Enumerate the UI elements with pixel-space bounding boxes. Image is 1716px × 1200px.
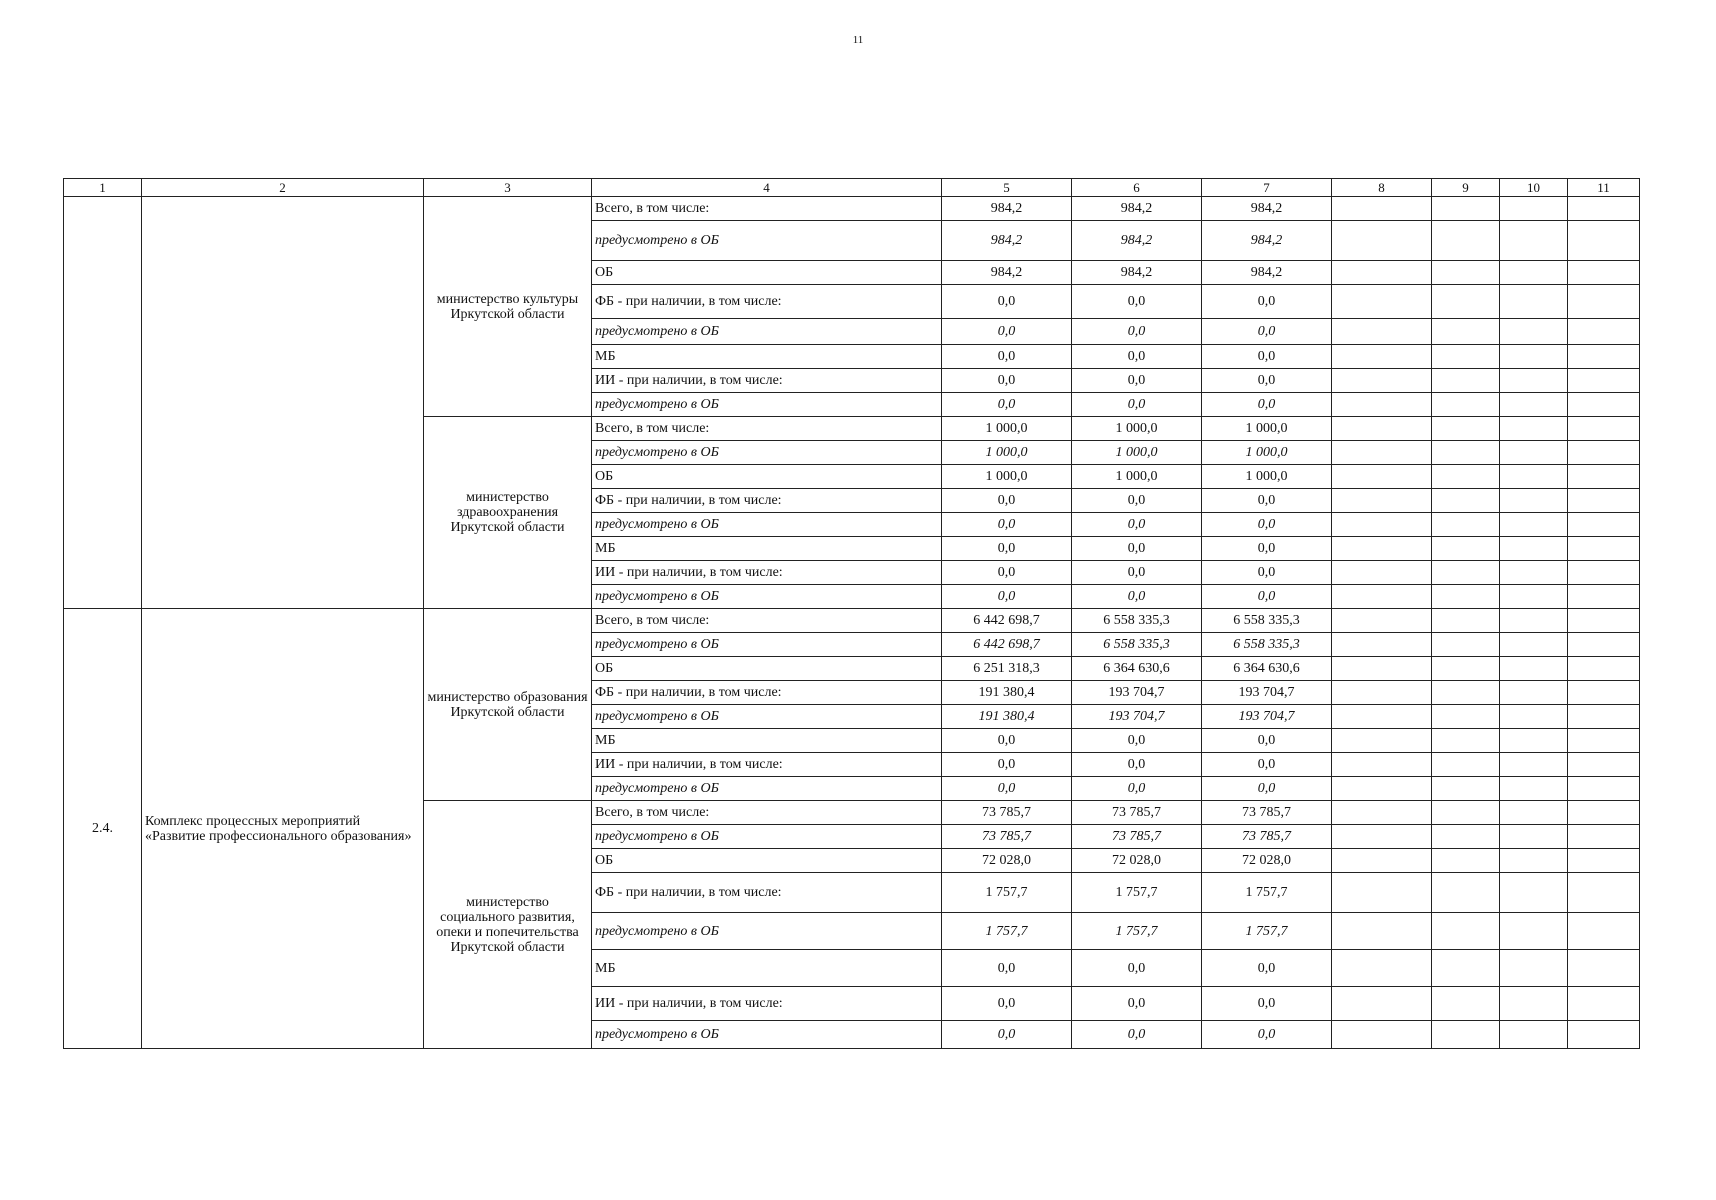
row-label: ОБ <box>592 261 942 285</box>
empty-cell <box>1500 987 1568 1021</box>
empty-cell <box>1432 221 1500 261</box>
value-cell: 1 757,7 <box>1072 873 1202 913</box>
empty-cell <box>1332 873 1432 913</box>
value-cell: 1 757,7 <box>942 873 1072 913</box>
empty-cell <box>1332 753 1432 777</box>
col-header-1: 1 <box>64 179 142 197</box>
empty-cell <box>1332 441 1432 465</box>
empty-cell <box>1432 441 1500 465</box>
empty-cell <box>1332 729 1432 753</box>
value-cell: 984,2 <box>1202 197 1332 221</box>
row-label: ОБ <box>592 465 942 489</box>
empty-cell <box>1568 417 1640 441</box>
value-cell: 984,2 <box>1072 197 1202 221</box>
row-label: Всего, в том числе: <box>592 609 942 633</box>
value-cell: 984,2 <box>942 197 1072 221</box>
value-cell: 193 704,7 <box>1072 681 1202 705</box>
empty-cell <box>1568 345 1640 369</box>
empty-cell <box>1432 657 1500 681</box>
value-cell: 984,2 <box>1202 221 1332 261</box>
empty-cell <box>1500 849 1568 873</box>
executor-name: министерство культуры Иркутской области <box>424 197 592 417</box>
empty-cell <box>1432 197 1500 221</box>
value-cell: 0,0 <box>1072 950 1202 987</box>
empty-cell <box>1500 197 1568 221</box>
row-label: Всего, в том числе: <box>592 197 942 221</box>
value-cell: 984,2 <box>1072 221 1202 261</box>
empty-cell <box>1500 585 1568 609</box>
empty-cell <box>1432 825 1500 849</box>
empty-cell <box>1332 561 1432 585</box>
empty-cell <box>1568 729 1640 753</box>
empty-cell <box>1432 987 1500 1021</box>
value-cell: 1 000,0 <box>942 441 1072 465</box>
value-cell: 0,0 <box>1202 950 1332 987</box>
empty-cell <box>1432 681 1500 705</box>
empty-cell <box>1332 1021 1432 1049</box>
row-label: предусмотрено в ОБ <box>592 221 942 261</box>
col-header-7: 7 <box>1202 179 1332 197</box>
empty-cell <box>1500 950 1568 987</box>
col-header-3: 3 <box>424 179 592 197</box>
value-cell: 0,0 <box>942 585 1072 609</box>
value-cell: 6 558 335,3 <box>1072 633 1202 657</box>
value-cell: 0,0 <box>1072 561 1202 585</box>
empty-cell <box>1332 913 1432 950</box>
empty-cell <box>1332 221 1432 261</box>
empty-cell <box>1568 913 1640 950</box>
value-cell: 191 380,4 <box>942 705 1072 729</box>
empty-cell <box>1332 465 1432 489</box>
empty-cell <box>1332 489 1432 513</box>
empty-cell <box>1500 513 1568 537</box>
value-cell: 0,0 <box>1072 393 1202 417</box>
value-cell: 73 785,7 <box>1202 825 1332 849</box>
value-cell: 0,0 <box>1202 585 1332 609</box>
empty-cell <box>1568 197 1640 221</box>
value-cell: 1 000,0 <box>942 417 1072 441</box>
col-header-5: 5 <box>942 179 1072 197</box>
table-row <box>64 609 1640 633</box>
value-cell: 0,0 <box>1202 537 1332 561</box>
empty-cell <box>1500 369 1568 393</box>
empty-cell <box>1568 849 1640 873</box>
value-cell: 193 704,7 <box>1072 705 1202 729</box>
empty-cell <box>1432 1021 1500 1049</box>
empty-cell <box>1568 585 1640 609</box>
empty-cell <box>1500 465 1568 489</box>
col-header-11: 11 <box>1568 179 1640 197</box>
empty-cell <box>1432 873 1500 913</box>
empty-cell <box>1568 873 1640 913</box>
empty-cell <box>1500 913 1568 950</box>
row-label: предусмотрено в ОБ <box>592 441 942 465</box>
empty-cell <box>1332 849 1432 873</box>
col-header-8: 8 <box>1332 179 1432 197</box>
empty-cell <box>1432 729 1500 753</box>
empty-cell <box>1332 801 1432 825</box>
value-cell: 0,0 <box>942 729 1072 753</box>
table-row <box>64 197 1640 221</box>
empty-cell <box>1568 705 1640 729</box>
empty-cell <box>1332 657 1432 681</box>
empty-cell <box>1500 345 1568 369</box>
value-cell: 1 757,7 <box>1202 913 1332 950</box>
empty-cell <box>1332 261 1432 285</box>
empty-cell <box>1432 585 1500 609</box>
value-cell: 6 251 318,3 <box>942 657 1072 681</box>
empty-cell <box>1332 585 1432 609</box>
value-cell: 1 757,7 <box>942 913 1072 950</box>
row-label: ИИ - при наличии, в том числе: <box>592 369 942 393</box>
empty-cell <box>1332 393 1432 417</box>
empty-cell <box>1568 950 1640 987</box>
empty-cell <box>1432 561 1500 585</box>
empty-cell <box>1568 633 1640 657</box>
empty-cell <box>1332 345 1432 369</box>
row-label: предусмотрено в ОБ <box>592 513 942 537</box>
value-cell: 1 000,0 <box>1072 417 1202 441</box>
value-cell: 1 000,0 <box>942 465 1072 489</box>
row-label: ФБ - при наличии, в том числе: <box>592 873 942 913</box>
empty-cell <box>1500 873 1568 913</box>
empty-cell <box>1568 221 1640 261</box>
empty-cell <box>1500 393 1568 417</box>
value-cell: 6 558 335,3 <box>1202 633 1332 657</box>
value-cell: 0,0 <box>1072 777 1202 801</box>
empty-cell <box>1332 609 1432 633</box>
empty-cell <box>1500 537 1568 561</box>
col-header-4: 4 <box>592 179 942 197</box>
row-label: МБ <box>592 950 942 987</box>
empty-cell <box>1332 987 1432 1021</box>
empty-cell <box>1432 913 1500 950</box>
value-cell: 1 000,0 <box>1072 465 1202 489</box>
value-cell: 0,0 <box>942 777 1072 801</box>
empty-cell <box>1568 465 1640 489</box>
empty-cell <box>1500 729 1568 753</box>
header-row <box>64 179 1640 197</box>
empty-cell <box>1568 489 1640 513</box>
value-cell: 0,0 <box>942 950 1072 987</box>
value-cell: 73 785,7 <box>1072 801 1202 825</box>
row-label: предусмотрено в ОБ <box>592 825 942 849</box>
empty-cell <box>1432 393 1500 417</box>
value-cell: 73 785,7 <box>942 801 1072 825</box>
empty-cell <box>1332 417 1432 441</box>
value-cell: 1 757,7 <box>1202 873 1332 913</box>
col-header-6: 6 <box>1072 179 1202 197</box>
row-label: МБ <box>592 345 942 369</box>
empty-cell <box>1332 705 1432 729</box>
empty-cell <box>1432 633 1500 657</box>
value-cell: 0,0 <box>1202 285 1332 319</box>
value-cell: 0,0 <box>942 1021 1072 1049</box>
value-cell: 193 704,7 <box>1202 681 1332 705</box>
value-cell: 0,0 <box>1072 345 1202 369</box>
value-cell: 1 757,7 <box>1072 913 1202 950</box>
row-label: ИИ - при наличии, в том числе: <box>592 987 942 1021</box>
value-cell: 984,2 <box>942 221 1072 261</box>
empty-cell <box>1568 441 1640 465</box>
empty-cell <box>1500 633 1568 657</box>
empty-cell <box>1568 561 1640 585</box>
empty-cell <box>1432 705 1500 729</box>
value-cell: 0,0 <box>942 561 1072 585</box>
value-cell: 0,0 <box>942 753 1072 777</box>
row-label: ИИ - при наличии, в том числе: <box>592 561 942 585</box>
value-cell: 1 000,0 <box>1202 465 1332 489</box>
value-cell: 0,0 <box>1202 369 1332 393</box>
empty-cell <box>1500 285 1568 319</box>
row-label: предусмотрено в ОБ <box>592 705 942 729</box>
executor-name: министерство социального развития, опеки и попечительства Иркутской области <box>424 801 592 1049</box>
value-cell: 0,0 <box>1202 753 1332 777</box>
item-name-cell-empty <box>142 197 424 609</box>
value-cell: 0,0 <box>942 489 1072 513</box>
value-cell: 0,0 <box>1072 489 1202 513</box>
empty-cell <box>1332 633 1432 657</box>
empty-cell <box>1500 801 1568 825</box>
empty-cell <box>1500 825 1568 849</box>
value-cell: 0,0 <box>1072 987 1202 1021</box>
value-cell: 0,0 <box>1202 729 1332 753</box>
value-cell: 72 028,0 <box>1072 849 1202 873</box>
empty-cell <box>1568 801 1640 825</box>
empty-cell <box>1432 489 1500 513</box>
empty-cell <box>1568 513 1640 537</box>
value-cell: 0,0 <box>942 319 1072 345</box>
row-label: Всего, в том числе: <box>592 801 942 825</box>
empty-cell <box>1332 285 1432 319</box>
empty-cell <box>1500 319 1568 345</box>
executor-name: министерство здравоохранения Иркутской области <box>424 417 592 609</box>
empty-cell <box>1568 825 1640 849</box>
row-label: ОБ <box>592 657 942 681</box>
empty-cell <box>1432 465 1500 489</box>
value-cell: 0,0 <box>1072 753 1202 777</box>
row-label: предусмотрено в ОБ <box>592 585 942 609</box>
value-cell: 6 442 698,7 <box>942 609 1072 633</box>
value-cell: 0,0 <box>1202 489 1332 513</box>
empty-cell <box>1332 369 1432 393</box>
item-number: 2.4. <box>64 609 142 1049</box>
row-label: ФБ - при наличии, в том числе: <box>592 285 942 319</box>
value-cell: 0,0 <box>1202 513 1332 537</box>
empty-cell <box>1432 537 1500 561</box>
value-cell: 6 364 630,6 <box>1072 657 1202 681</box>
empty-cell <box>1432 609 1500 633</box>
empty-cell <box>1432 849 1500 873</box>
empty-cell <box>1432 369 1500 393</box>
empty-cell <box>1568 319 1640 345</box>
row-label: ФБ - при наличии, в том числе: <box>592 681 942 705</box>
col-header-9: 9 <box>1432 179 1500 197</box>
value-cell: 0,0 <box>942 393 1072 417</box>
value-cell: 0,0 <box>1202 345 1332 369</box>
row-label: Всего, в том числе: <box>592 417 942 441</box>
value-cell: 6 558 335,3 <box>1072 609 1202 633</box>
empty-cell <box>1500 221 1568 261</box>
empty-cell <box>1500 705 1568 729</box>
value-cell: 0,0 <box>1202 393 1332 417</box>
value-cell: 0,0 <box>942 285 1072 319</box>
value-cell: 0,0 <box>1072 729 1202 753</box>
value-cell: 0,0 <box>1072 585 1202 609</box>
value-cell: 73 785,7 <box>1202 801 1332 825</box>
empty-cell <box>1432 777 1500 801</box>
empty-cell <box>1432 417 1500 441</box>
empty-cell <box>1432 950 1500 987</box>
empty-cell <box>1568 537 1640 561</box>
empty-cell <box>1332 537 1432 561</box>
row-label: предусмотрено в ОБ <box>592 913 942 950</box>
row-label: предусмотрено в ОБ <box>592 633 942 657</box>
item-name: Комплекс процессных мероприятий «Развитие профессионального образования» <box>142 609 424 1049</box>
value-cell: 984,2 <box>1072 261 1202 285</box>
table-body <box>64 197 1640 1049</box>
value-cell: 984,2 <box>942 261 1072 285</box>
value-cell: 191 380,4 <box>942 681 1072 705</box>
value-cell: 0,0 <box>942 513 1072 537</box>
value-cell: 0,0 <box>1202 777 1332 801</box>
empty-cell <box>1500 681 1568 705</box>
empty-cell <box>1432 513 1500 537</box>
value-cell: 0,0 <box>1072 513 1202 537</box>
empty-cell <box>1568 777 1640 801</box>
empty-cell <box>1568 393 1640 417</box>
value-cell: 984,2 <box>1202 261 1332 285</box>
empty-cell <box>1568 369 1640 393</box>
empty-cell <box>1332 777 1432 801</box>
empty-cell <box>1432 801 1500 825</box>
page-number: 11 <box>852 34 864 46</box>
empty-cell <box>1332 197 1432 221</box>
row-label: предусмотрено в ОБ <box>592 319 942 345</box>
value-cell: 0,0 <box>1072 369 1202 393</box>
empty-cell <box>1568 285 1640 319</box>
empty-cell <box>1568 609 1640 633</box>
value-cell: 0,0 <box>942 369 1072 393</box>
col-header-10: 10 <box>1500 179 1568 197</box>
value-cell: 0,0 <box>1072 537 1202 561</box>
row-label: МБ <box>592 729 942 753</box>
executor-name: министерство образования Иркутской области <box>424 609 592 801</box>
empty-cell <box>1332 950 1432 987</box>
empty-cell <box>1500 657 1568 681</box>
value-cell: 1 000,0 <box>1072 441 1202 465</box>
empty-cell <box>1500 753 1568 777</box>
empty-cell <box>1500 261 1568 285</box>
empty-cell <box>1432 753 1500 777</box>
empty-cell <box>1500 441 1568 465</box>
value-cell: 0,0 <box>1202 319 1332 345</box>
value-cell: 0,0 <box>1072 285 1202 319</box>
empty-cell <box>1432 261 1500 285</box>
row-label: МБ <box>592 537 942 561</box>
row-label: предусмотрено в ОБ <box>592 393 942 417</box>
row-label: ОБ <box>592 849 942 873</box>
value-cell: 0,0 <box>1072 1021 1202 1049</box>
empty-cell <box>1568 1021 1640 1049</box>
empty-cell <box>1500 609 1568 633</box>
empty-cell <box>1432 345 1500 369</box>
value-cell: 73 785,7 <box>1072 825 1202 849</box>
empty-cell <box>1568 657 1640 681</box>
col-header-2: 2 <box>142 179 424 197</box>
value-cell: 0,0 <box>942 987 1072 1021</box>
empty-cell <box>1332 681 1432 705</box>
value-cell: 0,0 <box>942 537 1072 561</box>
value-cell: 0,0 <box>1072 319 1202 345</box>
item-number-cell-empty <box>64 197 142 609</box>
budget-table <box>63 178 1640 1049</box>
value-cell: 73 785,7 <box>942 825 1072 849</box>
empty-cell <box>1500 417 1568 441</box>
empty-cell <box>1500 561 1568 585</box>
value-cell: 1 000,0 <box>1202 441 1332 465</box>
empty-cell <box>1332 825 1432 849</box>
row-label: предусмотрено в ОБ <box>592 777 942 801</box>
value-cell: 6 364 630,6 <box>1202 657 1332 681</box>
value-cell: 72 028,0 <box>942 849 1072 873</box>
value-cell: 1 000,0 <box>1202 417 1332 441</box>
empty-cell <box>1568 261 1640 285</box>
value-cell: 6 558 335,3 <box>1202 609 1332 633</box>
value-cell: 193 704,7 <box>1202 705 1332 729</box>
value-cell: 0,0 <box>1202 1021 1332 1049</box>
row-label: ИИ - при наличии, в том числе: <box>592 753 942 777</box>
row-label: ФБ - при наличии, в том числе: <box>592 489 942 513</box>
empty-cell <box>1432 285 1500 319</box>
empty-cell <box>1500 777 1568 801</box>
value-cell: 0,0 <box>1202 987 1332 1021</box>
empty-cell <box>1332 319 1432 345</box>
empty-cell <box>1568 681 1640 705</box>
empty-cell <box>1568 753 1640 777</box>
value-cell: 0,0 <box>1202 561 1332 585</box>
empty-cell <box>1432 319 1500 345</box>
empty-cell <box>1568 987 1640 1021</box>
empty-cell <box>1332 513 1432 537</box>
empty-cell <box>1500 489 1568 513</box>
row-label: предусмотрено в ОБ <box>592 1021 942 1049</box>
empty-cell <box>1500 1021 1568 1049</box>
value-cell: 0,0 <box>942 345 1072 369</box>
value-cell: 72 028,0 <box>1202 849 1332 873</box>
value-cell: 6 442 698,7 <box>942 633 1072 657</box>
